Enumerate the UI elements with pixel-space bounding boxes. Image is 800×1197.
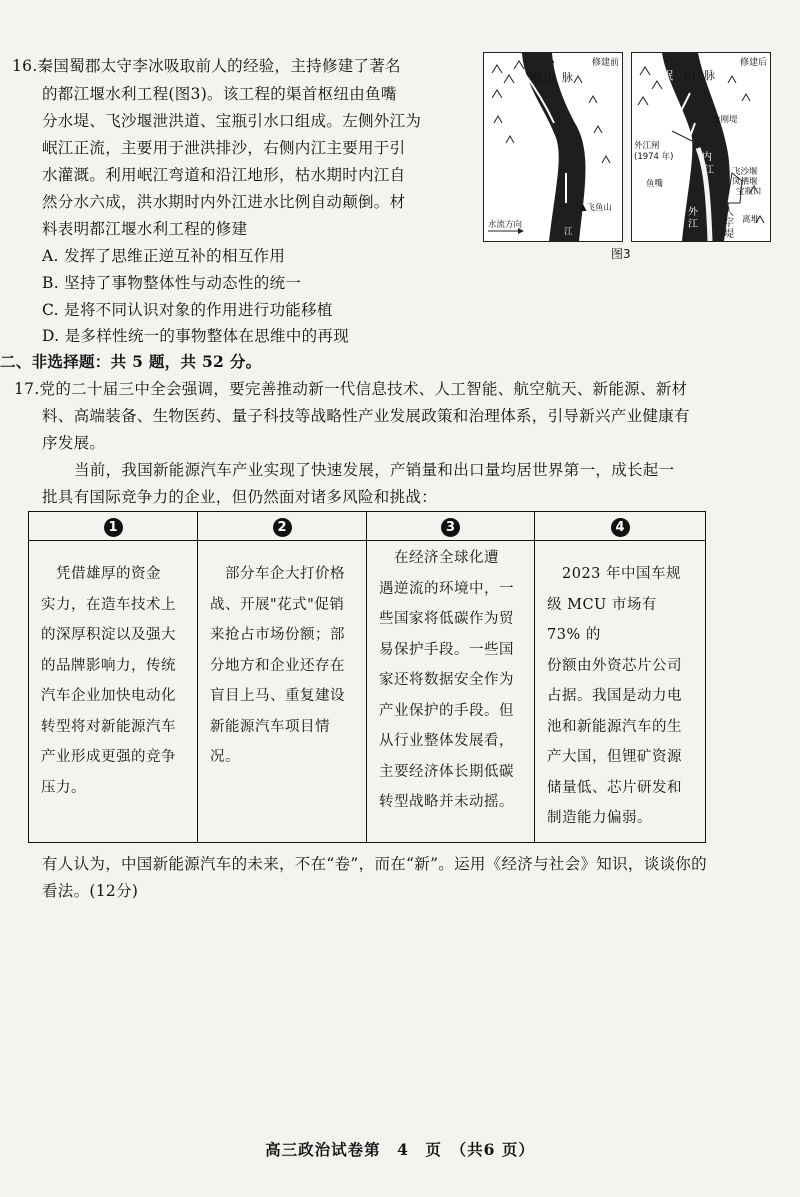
map-label-ren: 人 bbox=[724, 207, 734, 218]
cell-1-line: 转型将对新能源汽车 bbox=[41, 718, 176, 735]
map-label-jiang-left: 江 bbox=[564, 227, 573, 237]
cell-3-line: 家还将数据安全作为 bbox=[379, 672, 514, 688]
after-tag: 修建后 bbox=[739, 55, 768, 68]
figure-caption: 图3 bbox=[611, 247, 631, 261]
map-label-shan-right: 山 bbox=[684, 69, 695, 82]
map-label-inner: 内 bbox=[702, 152, 712, 163]
before-tag: 修建前 bbox=[591, 55, 620, 68]
map-label-yuzui: 鱼嘴 bbox=[646, 179, 664, 189]
figure-panel-after bbox=[631, 52, 771, 242]
map-label-di: 堤 bbox=[724, 229, 734, 240]
q17-line-1: 17.党的二十届三中全会强调，要完善推动新一代信息技术、人工智能、航空航天、新能源、新材 bbox=[14, 380, 688, 398]
cell-3-line: 在经济全球化遭 bbox=[379, 550, 499, 566]
table-header-1 bbox=[29, 512, 198, 541]
map-label-outer-jiang: 江 bbox=[688, 219, 698, 230]
q16-line-6: 然分水六成，洪水期时内外江进水比例自动颠倒。材 bbox=[42, 193, 406, 211]
q16-line-7: 料表明都江堰水利工程的修建 bbox=[42, 220, 248, 238]
q16-option-b: B. 坚持了事物整体性与动态性的统一 bbox=[42, 274, 302, 292]
map-label-mai-left: 脉 bbox=[562, 71, 573, 84]
table-cell-4 bbox=[535, 541, 706, 843]
cell-1-line: 实力，在造车技术上 bbox=[41, 596, 176, 613]
cell-4-line: 级 MCU 市场有 73% 的 bbox=[547, 596, 657, 643]
map-label-min-left: 岷 bbox=[530, 71, 541, 84]
map-label-min-right: 岷 bbox=[662, 69, 673, 82]
q16-line-4: 岷江正流，主要用于泄洪排沙，右侧内江主要用于引 bbox=[42, 139, 406, 157]
cell-4-line: 占据。我国是动力电 bbox=[547, 688, 682, 704]
cell-3-line: 些国家将低碳作为贸 bbox=[379, 611, 514, 627]
cell-2-line: 部分车企大打价格 bbox=[210, 566, 345, 582]
table-cell-2 bbox=[198, 541, 367, 843]
q17-line-3: 序发展。 bbox=[42, 434, 106, 452]
cell-1-line: 的深厚积淀以及强大 bbox=[41, 627, 176, 643]
map-label-mai-right: 脉 bbox=[704, 69, 715, 82]
page-footer: 高三政治试卷第 4 页 （共6 页） bbox=[265, 1140, 535, 1159]
cell-3-line: 主要经济体长期低碳 bbox=[379, 763, 514, 780]
map-label-lidui: 离堆 bbox=[742, 215, 760, 225]
cell-3-line: 遇逆流的环境中，一 bbox=[379, 580, 514, 597]
cell-1-line: 产业形成更强的竞争 bbox=[41, 749, 176, 765]
cell-4-line: 制造能力偏弱。 bbox=[547, 810, 652, 826]
map-label-outer: 外 bbox=[688, 207, 698, 218]
cell-1-line: 的品牌影响力，传统 bbox=[41, 657, 176, 674]
circled-number-2: 2 bbox=[273, 518, 292, 537]
map-label-shan-left: 山 bbox=[544, 71, 555, 84]
cell-4-line: 份额由外资芯片公司 bbox=[547, 657, 682, 674]
q17-line-5: 批具有国际竞争力的企业，但仍然面对诸多风险和挑战： bbox=[42, 488, 438, 506]
figure-3 bbox=[483, 52, 771, 264]
q16-line-3: 分水堤、飞沙堰泄洪道、宝瓶引水口组成。左侧外江为 bbox=[42, 112, 422, 130]
q17-line-2: 料、高端装备、生物医药、量子科技等战略性产业发展政策和治理体系，引导新兴产业健康有 bbox=[42, 407, 690, 425]
cell-1-line: 汽车企业加快电动化 bbox=[41, 688, 176, 704]
cell-4-line: 2023 年中国车规 bbox=[547, 566, 682, 582]
cell-2-line: 来抢占市场份额；部 bbox=[210, 627, 345, 643]
q16-option-c: C. 是将不同认识对象的作用进行功能移植 bbox=[42, 301, 333, 319]
table-header-4 bbox=[535, 512, 706, 541]
cell-3-line: 从行业整体发展看， bbox=[379, 733, 514, 749]
map-label-zi: 字 bbox=[724, 218, 734, 229]
figure-panel-before bbox=[483, 52, 623, 242]
q17-question-line-1: 有人认为，中国新能源汽车的未来，不在“卷”，而在“新”。运用《经济与社会》知识，谈谈你的 bbox=[42, 855, 707, 873]
circled-number-1: 1 bbox=[104, 518, 123, 537]
section-2-header: 二、非选择题：共 5 题，共 52 分。 bbox=[0, 352, 262, 371]
challenges-table bbox=[28, 511, 706, 843]
q16-option-a: A. 发挥了思维正逆互补的相互作用 bbox=[42, 247, 286, 265]
map-label-flow-direction: 水流方向 bbox=[488, 220, 523, 230]
cell-3-line: 易保护手段。一些国 bbox=[379, 641, 514, 658]
q17-line-4: 当前，我国新能源汽车产业实现了快速发展，产销量和出口量均居世界第一，成长起一 bbox=[74, 461, 675, 479]
cell-3-line: 产业保护的手段。但 bbox=[379, 702, 514, 719]
cell-1-line: 凭借雄厚的资金 bbox=[41, 566, 161, 582]
table-row bbox=[29, 541, 706, 843]
table-header-2 bbox=[198, 512, 367, 541]
cell-2-line: 况。 bbox=[210, 749, 240, 765]
map-label-outer-gate: 外江闸 bbox=[634, 141, 660, 151]
map-label-inner-jiang: 江 bbox=[704, 165, 714, 176]
circled-number-4: 4 bbox=[611, 518, 630, 537]
q16-line-2: 的都江堰水利工程(图3)。该工程的渠首枢纽由鱼嘴 bbox=[42, 85, 397, 103]
cell-2-line: 战、开展"花式"促销 bbox=[210, 596, 345, 613]
circled-number-3: 3 bbox=[441, 518, 460, 537]
map-label-jingangdi: 金刚堤 bbox=[712, 115, 738, 125]
q16-line-5: 水灌溉。利用岷江弯道和沿江地形，枯水期时内江自 bbox=[42, 166, 406, 184]
table-header-3 bbox=[367, 512, 535, 541]
cell-4-line: 储量低、芯片研发和 bbox=[547, 779, 682, 796]
map-label-outer-gate-year: (1974 年) bbox=[634, 152, 674, 162]
cell-2-line: 新能源汽车项目情 bbox=[210, 718, 330, 735]
map-label-fengqiyan: 凤栖堰 bbox=[732, 177, 758, 187]
cell-2-line: 分地方和企业还存在 bbox=[210, 657, 345, 674]
q16-line-1: 16.秦国蜀郡太守李冰吸取前人的经验，主持修建了著名 bbox=[12, 57, 401, 75]
table-cell-1 bbox=[29, 541, 198, 843]
cell-4-line: 产大国，但锂矿资源 bbox=[547, 749, 682, 765]
cell-3-line: 转型战略并未动摇。 bbox=[379, 794, 514, 810]
table-header-row bbox=[29, 512, 706, 541]
map-label-baopingkou: 宝瓶口 bbox=[736, 187, 762, 197]
cell-2-line: 盲目上马、重复建设 bbox=[210, 688, 345, 704]
q17-question-line-2: 看法。(12分) bbox=[42, 882, 139, 900]
cell-4-line: 池和新能源汽车的生 bbox=[547, 718, 682, 735]
map-label-feishashan: ▲飞鱼山 bbox=[580, 203, 613, 213]
cell-1-line: 压力。 bbox=[41, 779, 86, 796]
table-cell-3 bbox=[367, 541, 535, 843]
q16-option-d: D. 是多样性统一的事物整体在思维中的再现 bbox=[42, 327, 350, 345]
map-label-feishayan: 飞沙堰 bbox=[732, 167, 758, 177]
